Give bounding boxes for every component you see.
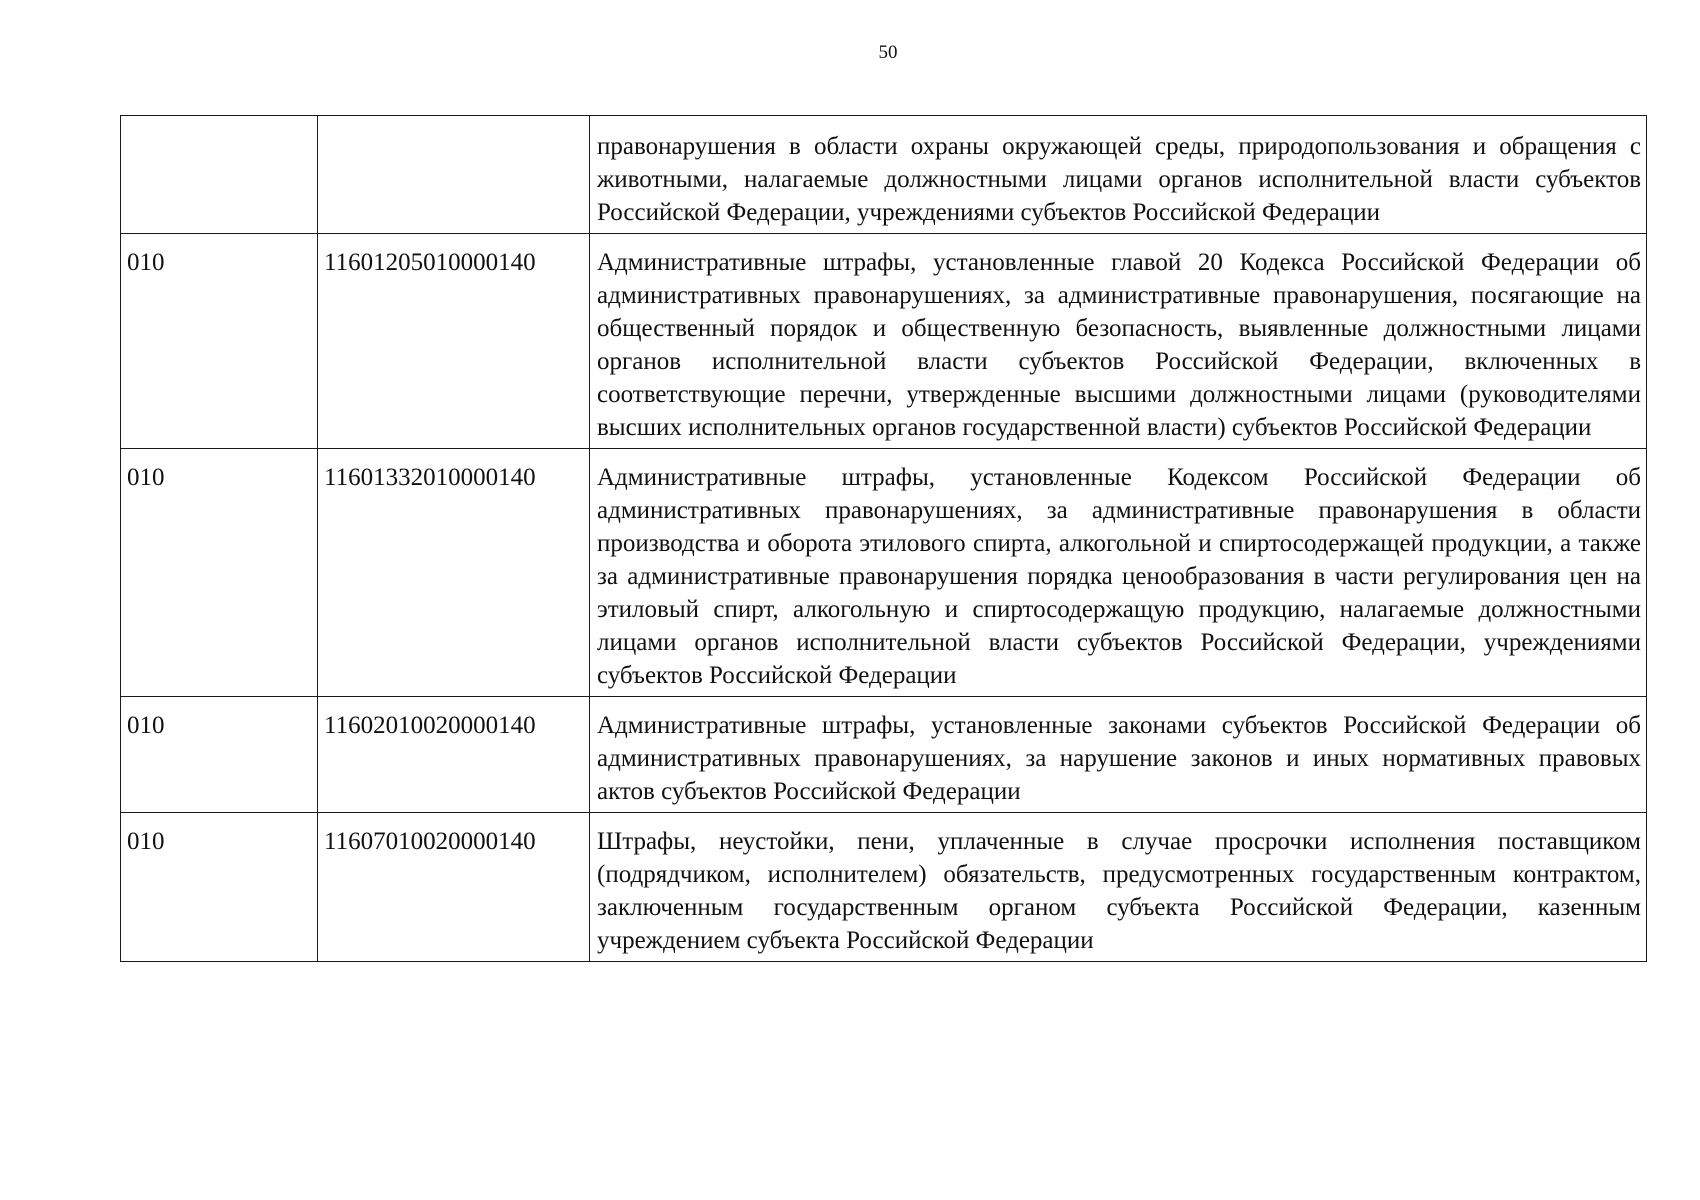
page-number: 50 [878,42,898,63]
admin-code-cell: 010 [121,234,318,449]
table-row [121,697,1647,813]
kbk-code-cell: 11602010020000140 [318,697,590,813]
kbk-code-cell: 11601205010000140 [318,234,590,449]
table-row [121,813,1647,962]
description-cell: правонарушения в области охраны окружающей среды, природопользования и обращения с животными, налагаемые должностными лицами органов исполнительной власти субъектов Российской Федерации, учреждениями субъектов Российской Федерации [590,116,1647,234]
description-cell: Административные штрафы, установленные Кодексом Российской Федерации об административных правонарушениях, за административные правонарушения в области производства и оборота этилового спирта, алкогольной и спиртосодержащей продукции, а также за административные правонарушения порядка ценообразования в части регулирования цен на этиловый спирт, алкогольную и спиртосодержащую продукцию, налагаемые должностными лицами органов исполнительной власти субъектов Российской Федерации, учреждениями субъектов Российской Федерации [590,449,1647,697]
description-cell: Штрафы, неустойки, пени, уплаченные в случае просрочки исполнения поставщиком (подрядчиком, исполнителем) обязательств, предусмотренных государственным контрактом, заключенным государственным органом субъекта Российской Федерации, казенным учреждением субъекта Российской Федерации [590,813,1647,962]
table-row [121,234,1647,449]
admin-code-cell [121,116,318,234]
table-row [121,449,1647,697]
kbk-code-cell [318,116,590,234]
kbk-code-cell: 11607010020000140 [318,813,590,962]
admin-code-cell: 010 [121,449,318,697]
kbk-code-cell: 11601332010000140 [318,449,590,697]
description-cell: Административные штрафы, установленные законами субъектов Российской Федерации об административных правонарушениях, за нарушение законов и иных нормативных правовых актов субъектов Российской Федерации [590,697,1647,813]
table-row [121,116,1647,234]
admin-code-cell: 010 [121,697,318,813]
description-cell: Административные штрафы, установленные главой 20 Кодекса Российской Федерации об административных правонарушениях, за административные правонарушения, посягающие на общественный порядок и общественную безопасность, выявленные должностными лицами органов исполнительной власти субъектов Российской Федерации, включенных в соответствующие перечни, утвержденные высшими должностными лицами (руководителями высших исполнительных органов государственной власти) субъектов Российской Федерации [590,234,1647,449]
fines-table [120,115,1647,962]
admin-code-cell: 010 [121,813,318,962]
